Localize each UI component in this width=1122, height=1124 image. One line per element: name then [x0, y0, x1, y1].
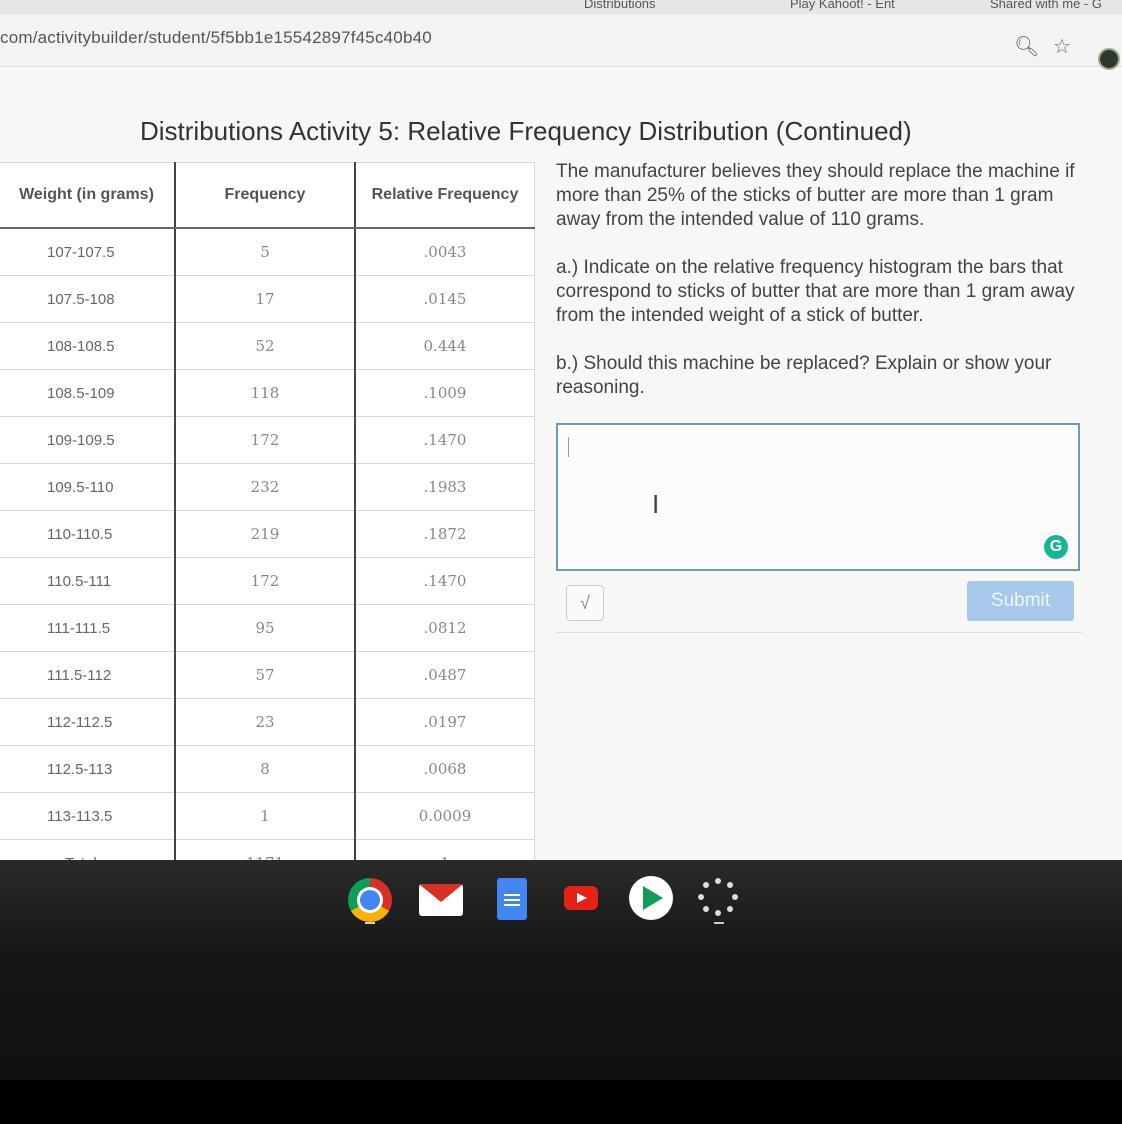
submit-button[interactable]: Submit	[967, 581, 1074, 621]
relative-frequency-cell: .0812	[355, 605, 535, 652]
table-row	[0, 417, 535, 464]
frequency-cell: 219	[175, 511, 355, 558]
weight-cell: 112-112.5	[0, 699, 175, 746]
frequency-cell: 172	[175, 558, 355, 605]
relative-frequency-cell: .1009	[355, 370, 535, 417]
frequency-cell: 232	[175, 464, 355, 511]
relative-frequency-cell: .0197	[355, 699, 535, 746]
header-relative-frequency: Relative Frequency	[355, 163, 535, 229]
frequency-table	[0, 162, 535, 887]
docs-icon[interactable]	[497, 878, 527, 920]
relative-frequency-cell: .0145	[355, 276, 535, 323]
chrome-running-indicator	[365, 922, 375, 924]
zoom-out-icon[interactable]: 🔍︎	[1014, 36, 1040, 58]
tab-distributions[interactable]: Distributions	[584, 0, 656, 11]
relative-frequency-cell: .1470	[355, 417, 535, 464]
table-row	[0, 652, 535, 699]
relative-frequency-cell: 0.444	[355, 323, 535, 370]
table-row	[0, 228, 535, 276]
weight-cell: 109.5-110	[0, 464, 175, 511]
weight-cell: 109-109.5	[0, 417, 175, 464]
weight-cell: 107-107.5	[0, 228, 175, 276]
frequency-cell: 5	[175, 228, 355, 276]
frequency-cell: 172	[175, 417, 355, 464]
table-header-row	[0, 163, 535, 229]
header-frequency: Frequency	[175, 163, 355, 229]
launcher-icon[interactable]	[698, 878, 738, 918]
relative-frequency-cell: .1983	[355, 464, 535, 511]
address-bar[interactable]	[0, 14, 1122, 67]
star-icon[interactable]: ☆	[1053, 36, 1071, 58]
table-row	[0, 793, 535, 840]
weight-cell: 108.5-109	[0, 370, 175, 417]
tab-shared-with-me[interactable]: Shared with me - G	[990, 0, 1102, 11]
frequency-cell: 52	[175, 323, 355, 370]
relative-frequency-cell: .0043	[355, 228, 535, 276]
question-part-a: a.) Indicate on the relative frequency histogram the bars that correspond to sticks of butter that are more than 1 gram away from the intended weight of a stick of butter.	[556, 257, 1075, 326]
table-row	[0, 370, 535, 417]
table-row	[0, 511, 535, 558]
table-row	[0, 605, 535, 652]
weight-cell: 111-111.5	[0, 605, 175, 652]
question-intro: The manufacturer believes they should replace the machine if more than 25% of the sticks of butter are more than 1 gram away from the intended value of 110 grams.	[556, 161, 1075, 230]
weight-cell: 110.5-111	[0, 558, 175, 605]
table-row	[0, 323, 535, 370]
weight-cell: 107.5-108	[0, 276, 175, 323]
weight-cell: 112.5-113	[0, 746, 175, 793]
answer-input[interactable]	[556, 423, 1080, 571]
relative-frequency-cell: 0.0009	[355, 793, 535, 840]
header-weight: Weight (in grams)	[0, 163, 175, 229]
table-row	[0, 276, 535, 323]
table-row	[0, 558, 535, 605]
frequency-cell: 57	[175, 652, 355, 699]
gmail-icon[interactable]	[419, 884, 463, 916]
table-row	[0, 746, 535, 793]
youtube-icon[interactable]	[564, 886, 598, 910]
relative-frequency-cell: .0487	[355, 652, 535, 699]
text-caret	[568, 437, 569, 457]
chrome-icon[interactable]	[348, 878, 392, 922]
table-row	[0, 699, 535, 746]
table-body	[0, 228, 535, 887]
weight-cell: 113-113.5	[0, 793, 175, 840]
grammarly-icon[interactable]: G	[1044, 535, 1068, 559]
frequency-cell: 118	[175, 370, 355, 417]
tab-kahoot[interactable]: Play Kahoot! - Ent	[790, 0, 895, 11]
question-panel	[556, 160, 1096, 424]
question-part-b: b.) Should this machine be replaced? Explain or show your reasoning.	[556, 353, 1052, 398]
weight-cell: 108-108.5	[0, 323, 175, 370]
frequency-cell: 95	[175, 605, 355, 652]
frequency-cell: 23	[175, 699, 355, 746]
text-cursor-icon: I	[652, 489, 660, 519]
tab-strip	[0, 0, 1122, 14]
extension-icon[interactable]	[1098, 48, 1120, 70]
math-input-button[interactable]: √	[566, 585, 604, 621]
frequency-cell: 17	[175, 276, 355, 323]
weight-cell: 110-110.5	[0, 511, 175, 558]
frequency-cell: 8	[175, 746, 355, 793]
os-shelf	[0, 860, 1122, 1080]
relative-frequency-cell: .1470	[355, 558, 535, 605]
frequency-cell: 1	[175, 793, 355, 840]
relative-frequency-cell: .1872	[355, 511, 535, 558]
weight-cell: 111.5-112	[0, 652, 175, 699]
url-text[interactable]: com/activitybuilder/student/5f5bb1e15542897f45c40b40	[0, 28, 432, 47]
relative-frequency-cell: .0068	[355, 746, 535, 793]
play-store-icon[interactable]	[629, 876, 673, 920]
page-title: Distributions Activity 5: Relative Frequency Distribution (Continued)	[140, 116, 912, 146]
panel-divider	[556, 632, 1082, 633]
table-row	[0, 464, 535, 511]
launcher-indicator	[714, 922, 724, 924]
